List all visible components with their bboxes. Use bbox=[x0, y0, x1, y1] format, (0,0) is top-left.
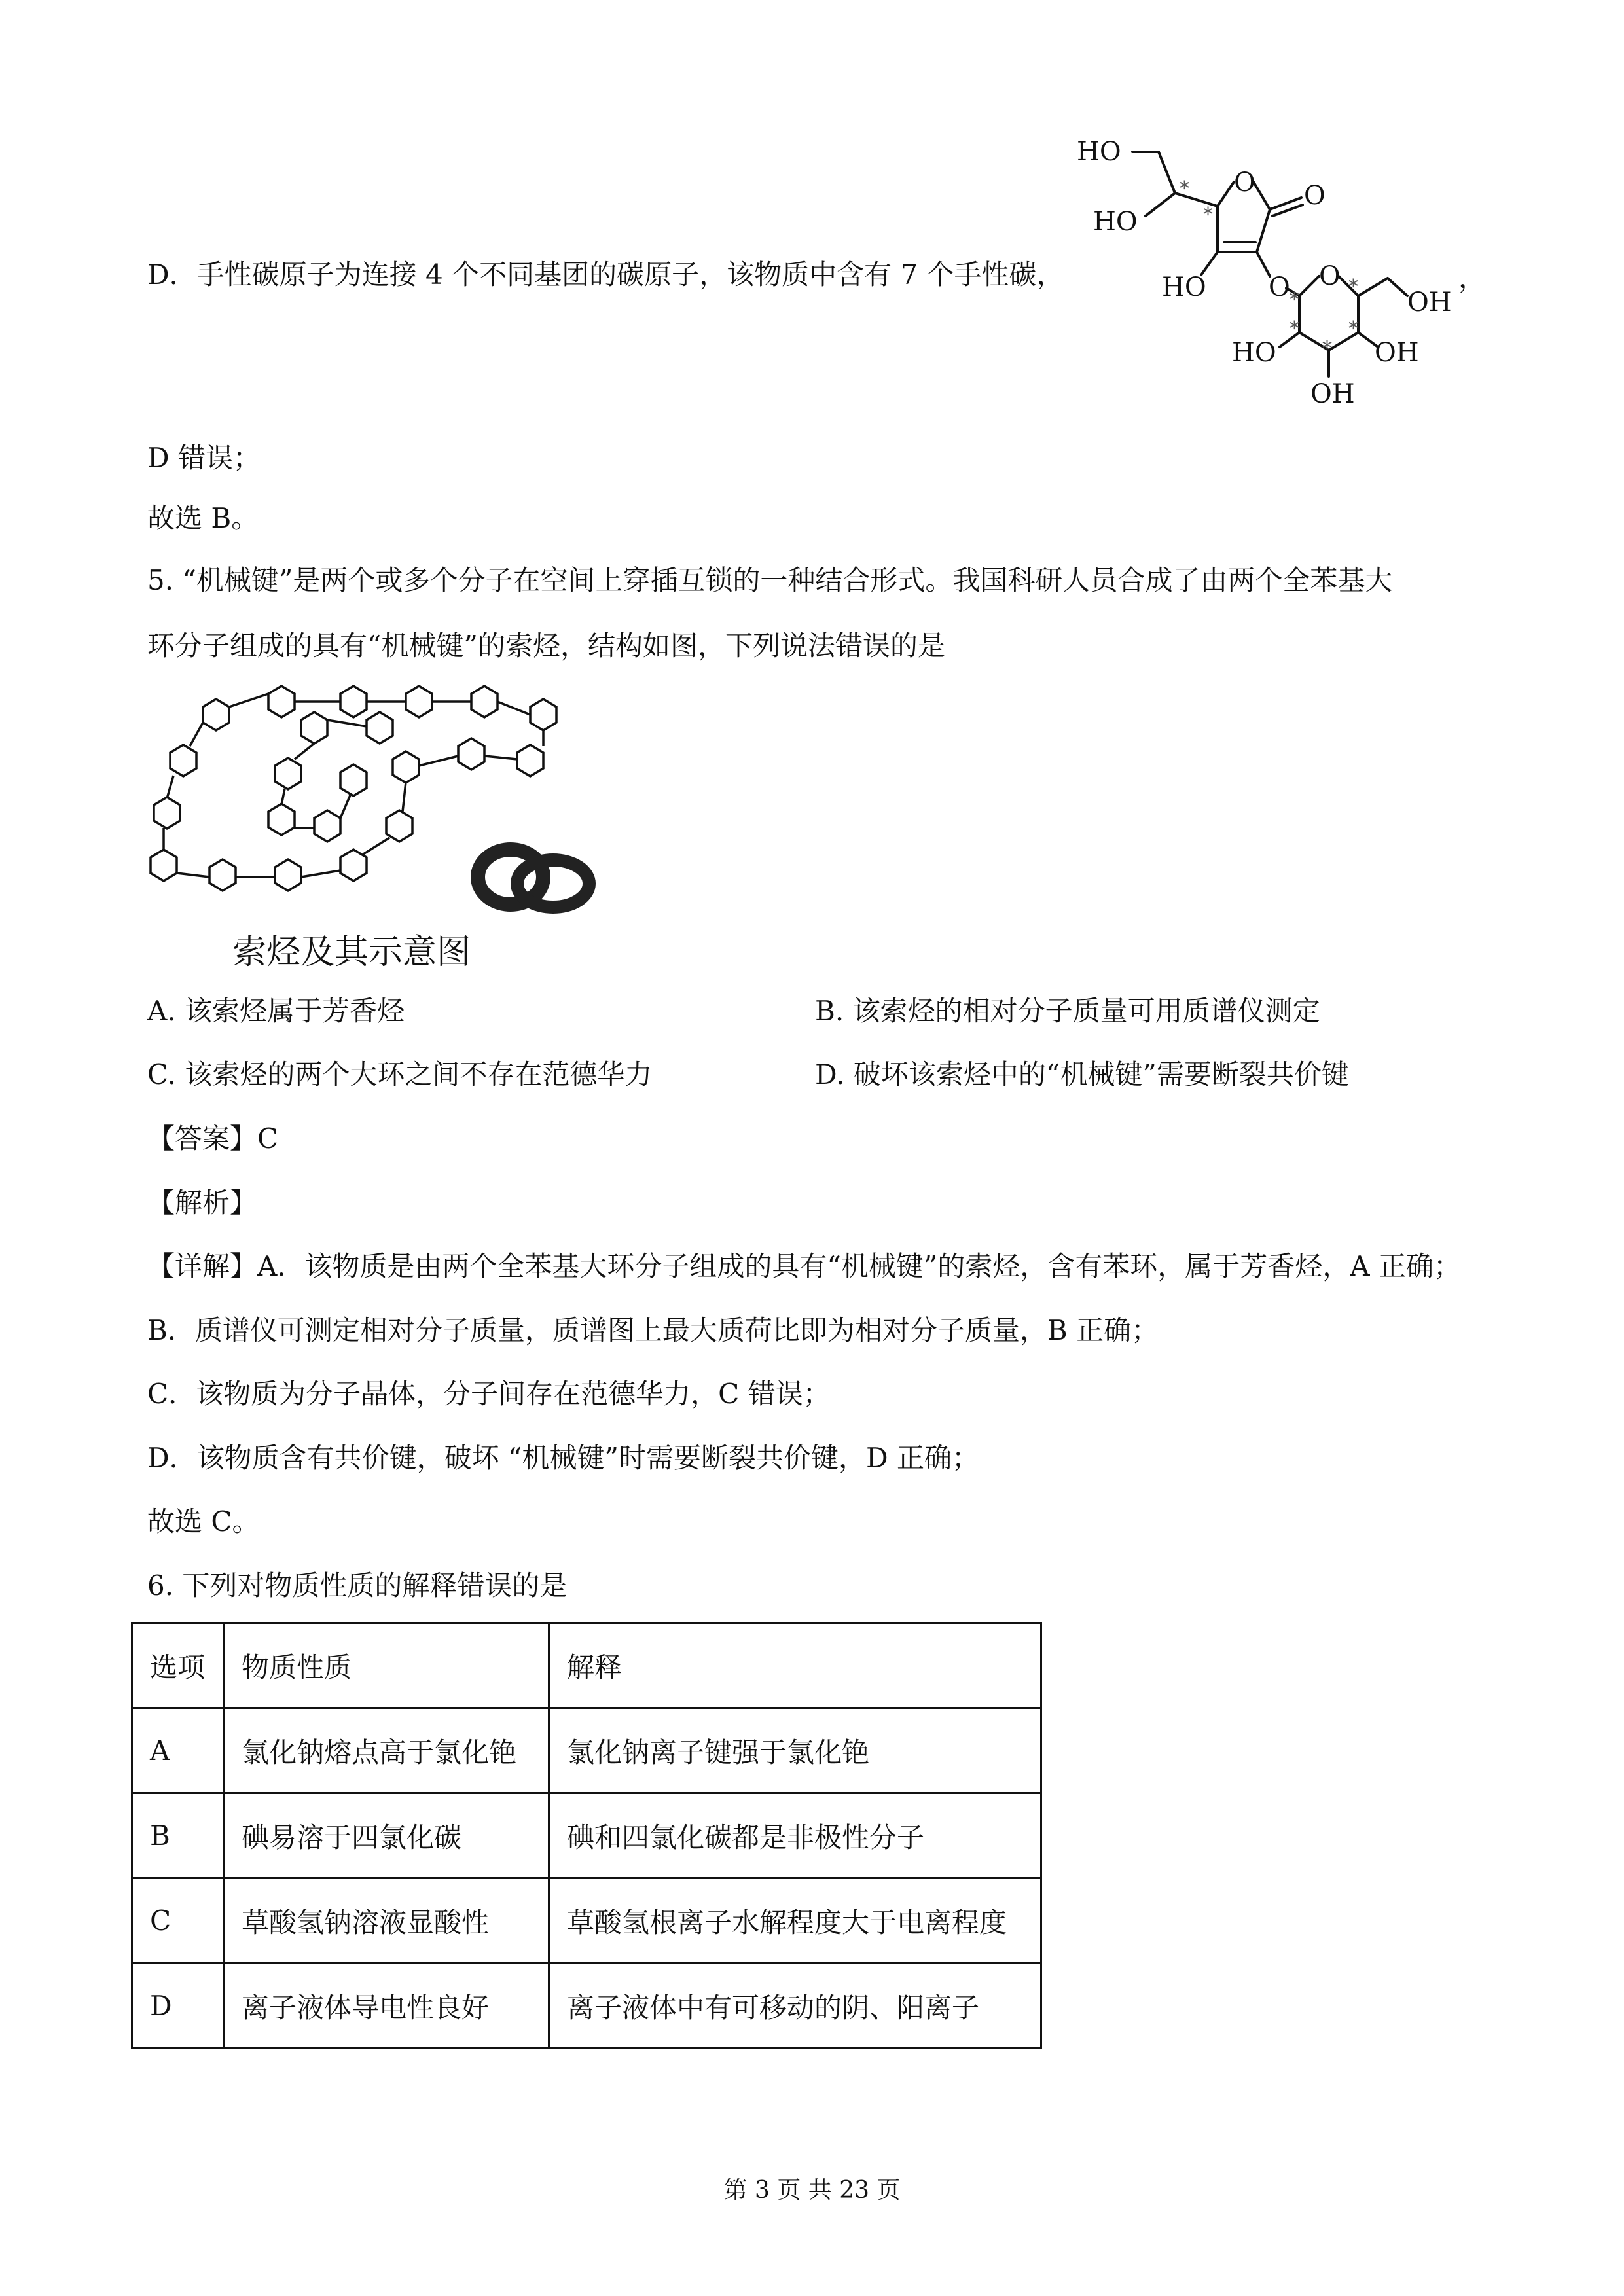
q5-stem-line1: 5. “机械键”是两个或多个分子在空间上穿插互锁的一种结合形式。我国科研人员合成了由两个全苯基大 bbox=[147, 564, 1393, 596]
row-property: 碘易溶于四氯化碳 bbox=[224, 1793, 549, 1878]
oh-bottom-label: OH bbox=[1310, 379, 1355, 409]
row-option: A bbox=[132, 1708, 224, 1793]
table-row bbox=[132, 1964, 1041, 2049]
chiral-star-4: * bbox=[1348, 276, 1358, 298]
chiral-star-7: * bbox=[1322, 337, 1332, 360]
q4-d-wrong: D 错误； bbox=[147, 442, 261, 474]
q5-option-b: B. 该索烃的相对分子质量可用质谱仪测定 bbox=[815, 995, 1320, 1027]
carbonyl-oxygen-label: O bbox=[1304, 181, 1326, 211]
q5-choose: 故选 C。 bbox=[147, 1505, 260, 1537]
chiral-star-1: * bbox=[1180, 177, 1189, 200]
row-option: C bbox=[132, 1878, 224, 1964]
table-row bbox=[132, 1708, 1041, 1793]
row-option: B bbox=[132, 1793, 224, 1878]
header-explanation: 解释 bbox=[549, 1623, 1041, 1708]
header-option: 选项 bbox=[132, 1623, 224, 1708]
q5-answer: 【答案】C bbox=[147, 1122, 279, 1155]
row-property: 离子液体导电性良好 bbox=[224, 1964, 549, 2049]
oh-bottom-right-label: OH bbox=[1375, 338, 1419, 368]
q5-detail-c: C．该物质为分子晶体，分子间存在范德华力，C 错误； bbox=[147, 1378, 831, 1410]
q5-option-c: C. 该索烃的两个大环之间不存在范德华力 bbox=[147, 1058, 653, 1090]
header-property: 物质性质 bbox=[224, 1623, 549, 1708]
q4-choose: 故选 B。 bbox=[147, 502, 259, 534]
oh-right-label: OH bbox=[1407, 287, 1452, 317]
q5-option-a: A. 该索烃属于芳香烃 bbox=[147, 995, 405, 1027]
row-property: 草酸氢钠溶液显酸性 bbox=[224, 1878, 549, 1964]
q5-detail-b: B．质谱仪可测定相对分子质量，质谱图上最大质荷比即为相对分子质量，B 正确； bbox=[147, 1314, 1159, 1346]
q6-stem: 6. 下列对物质性质的解释错误的是 bbox=[147, 1570, 568, 1602]
q4-trailing-comma: ， bbox=[1458, 262, 1487, 294]
pyranose-oxygen-label: O bbox=[1319, 261, 1341, 291]
chiral-star-5: * bbox=[1290, 317, 1299, 340]
ho-enol-label: HO bbox=[1162, 272, 1206, 302]
row-explanation: 氯化钠离子键强于氯化铯 bbox=[549, 1708, 1041, 1793]
table-row bbox=[132, 1878, 1041, 1964]
ring-oxygen-label: O bbox=[1234, 168, 1255, 198]
link-oxygen-label: O bbox=[1269, 272, 1290, 302]
q5-stem-line2: 环分子组成的具有“机械键”的索烃，结构如图，下列说法错误的是 bbox=[147, 630, 945, 662]
row-option: D bbox=[132, 1964, 224, 2049]
row-explanation: 碘和四氯化碳都是非极性分子 bbox=[549, 1793, 1041, 1878]
q6-table bbox=[131, 1622, 1042, 2049]
ho-left-label: HO bbox=[1093, 207, 1138, 237]
molecule-structure bbox=[1060, 124, 1506, 432]
q5-detail-a: 【详解】A．该物质是由两个全苯基大环分子组成的具有“机械键”的索烃，含有苯环，属于芳香烃，A 正确； bbox=[147, 1250, 1461, 1282]
chiral-star-6: * bbox=[1348, 317, 1358, 340]
row-explanation: 离子液体中有可移动的阴、阳离子 bbox=[549, 1964, 1041, 2049]
page-footer: 第 3 页 共 23 页 bbox=[723, 2177, 901, 2204]
catenane-caption: 索烃及其示意图 bbox=[232, 933, 471, 972]
table-row bbox=[132, 1793, 1041, 1878]
q4-option-d-line: D．手性碳原子为连接 4 个不同基团的碳原子，该物质中含有 7 个手性碳， bbox=[147, 259, 1064, 291]
row-property: 氯化钠熔点高于氯化铯 bbox=[224, 1708, 549, 1793]
row-explanation: 草酸氢根离子水解程度大于电离程度 bbox=[549, 1878, 1041, 1964]
q5-option-d: D. 破坏该索烃中的“机械键”需要断裂共价键 bbox=[815, 1058, 1349, 1090]
ho-top-label: HO bbox=[1077, 137, 1121, 167]
chiral-star-3: * bbox=[1290, 289, 1299, 312]
ho-bottom-left-label: HO bbox=[1232, 338, 1276, 368]
q5-detail-d: D．该物质含有共价键，破坏 “机械键”时需要断裂共价键，D 正确； bbox=[147, 1442, 979, 1474]
chiral-star-2: * bbox=[1203, 204, 1213, 226]
catenane-figure bbox=[144, 681, 655, 929]
table-header-row bbox=[132, 1623, 1041, 1708]
q5-analysis-label: 【解析】 bbox=[147, 1187, 258, 1219]
